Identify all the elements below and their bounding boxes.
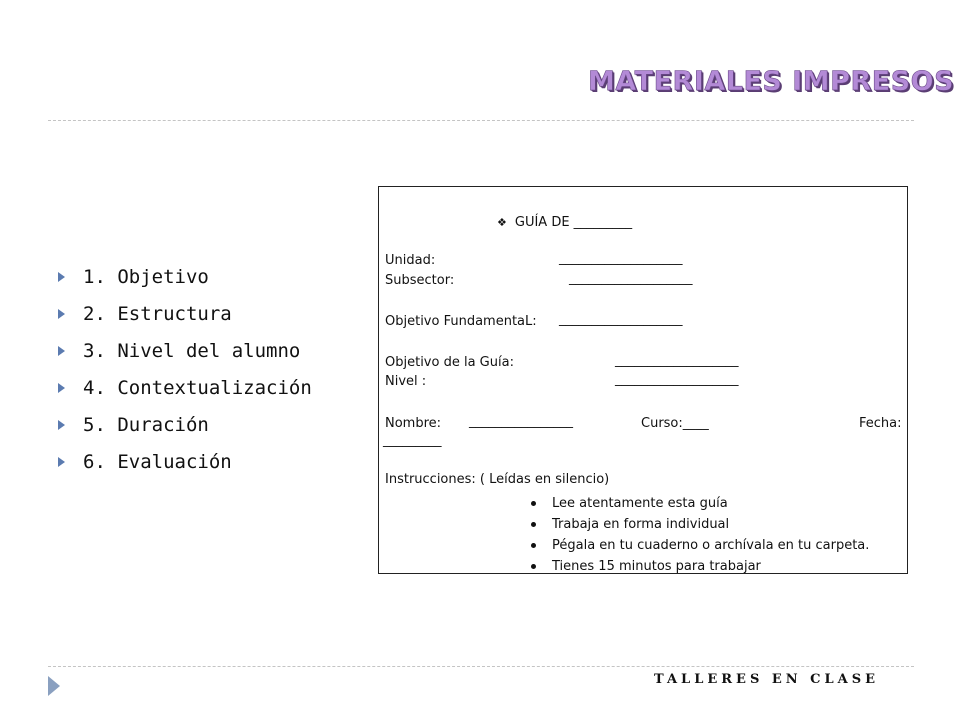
- bullet-list: [58, 258, 312, 480]
- fecha-label: Fecha:: [859, 416, 902, 431]
- bullet-text: 1. Objetivo: [83, 265, 209, 288]
- unidad-label: Unidad:: [385, 253, 436, 268]
- bullet-item: [58, 258, 312, 295]
- dot-bullet-icon: [531, 501, 536, 506]
- nombre-label: Nombre:: [385, 416, 442, 431]
- subsector-line: ___________________: [569, 271, 693, 286]
- bullet-item: [58, 295, 312, 332]
- bullet-item: [58, 369, 312, 406]
- triangle-right-icon: [58, 346, 65, 356]
- footer-arrow-icon: [48, 676, 60, 696]
- instruction-list: [531, 493, 869, 577]
- triangle-right-icon: [58, 420, 65, 430]
- dot-bullet-icon: [531, 564, 536, 569]
- bullet-text: 4. Contextualización: [83, 376, 312, 399]
- triangle-right-icon: [58, 309, 65, 319]
- guide-template-image: [378, 186, 908, 574]
- nivel-line: ___________________: [615, 372, 739, 387]
- unidad-line: ___________________: [559, 251, 683, 266]
- guide-title: ❖ GUÍA DE _________: [497, 215, 633, 230]
- objetivo-fundamental-label: Objetivo FundamentaL:: [385, 314, 537, 329]
- triangle-right-icon: [58, 272, 65, 282]
- subsector-label: Subsector:: [385, 273, 455, 288]
- instruction-item: Tienes 15 minutos para trabajar: [531, 556, 869, 577]
- objetivo-guia-line: ___________________: [615, 353, 739, 368]
- bullet-item: [58, 332, 312, 369]
- bullet-item: [58, 443, 312, 480]
- slide-title: MATERIALES IMPRESOS: [588, 66, 955, 97]
- nombre-line: ________________: [469, 414, 573, 429]
- instruction-item: Lee atentamente esta guía: [531, 493, 869, 514]
- bullet-text: 3. Nivel del alumno: [83, 339, 301, 362]
- bullet-text: 2. Estructura: [83, 302, 232, 325]
- instruction-item: Trabaja en forma individual: [531, 514, 869, 535]
- triangle-right-icon: [58, 383, 65, 393]
- bullet-text: 6. Evaluación: [83, 450, 232, 473]
- fecha-line: _________: [383, 433, 442, 448]
- instrucciones-label: Instrucciones: ( Leídas en silencio): [385, 472, 610, 487]
- objetivo-guia-label: Objetivo de la Guía:: [385, 355, 514, 370]
- instruction-item: Pégala en tu cuaderno o archívala en tu carpeta.: [531, 535, 869, 556]
- objetivo-fundamental-line: ___________________: [559, 312, 683, 327]
- dot-bullet-icon: [531, 522, 536, 527]
- triangle-right-icon: [58, 457, 65, 467]
- bullet-item: [58, 406, 312, 443]
- bullet-text: 5. Duración: [83, 413, 209, 436]
- curso-label: Curso:____: [641, 416, 709, 431]
- bottom-divider: [48, 666, 914, 667]
- footer-title: TALLERES EN CLASE: [654, 672, 880, 687]
- dot-bullet-icon: [531, 543, 536, 548]
- nivel-label: Nivel :: [385, 374, 427, 389]
- diamond-bullet-icon: ❖: [497, 216, 507, 229]
- top-divider: [48, 120, 914, 121]
